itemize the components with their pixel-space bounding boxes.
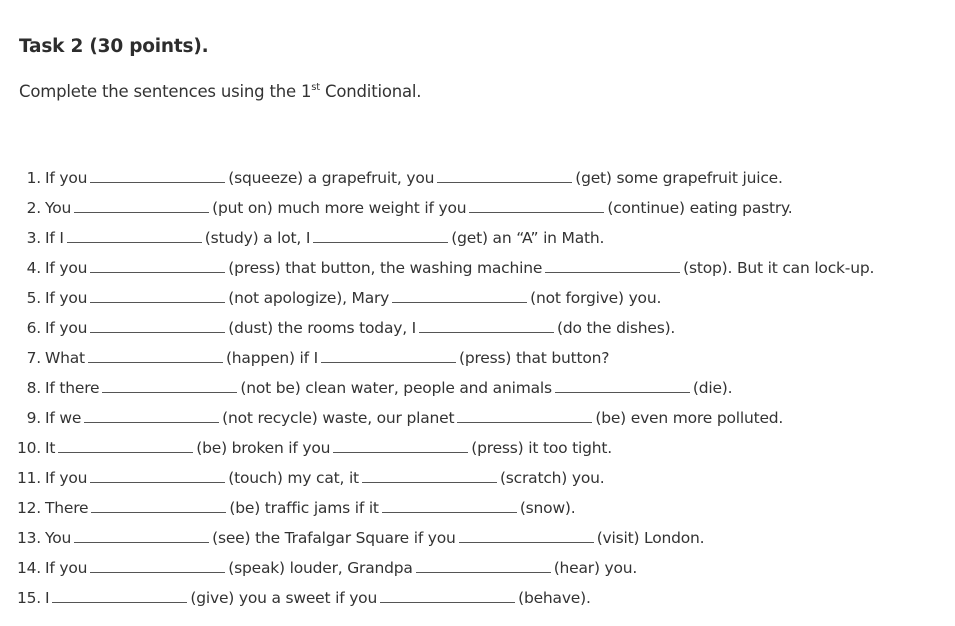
sentence-part: (press) it too tight.	[471, 439, 612, 457]
sentence-part: (visit) London.	[596, 529, 705, 547]
sentence-text	[45, 555, 637, 582]
sentence-part: (die).	[692, 379, 733, 397]
sentence-part: (not forgive) you.	[530, 289, 662, 307]
sentence-part: You	[45, 529, 72, 547]
sentence-text	[45, 315, 675, 342]
sentence-number: 14.	[16, 559, 41, 577]
answer-blank[interactable]	[382, 495, 517, 513]
answer-blank[interactable]	[313, 225, 448, 243]
sentence-part: (do the dishes).	[557, 319, 676, 337]
sentence-part: (happen) if I	[225, 349, 318, 367]
sentence-part: If we	[45, 409, 82, 427]
answer-blank[interactable]	[74, 195, 209, 213]
sentence-part: (touch) my cat, it	[228, 469, 359, 487]
instruction-superscript: st	[311, 81, 321, 93]
sentence-part: (continue) eating pastry.	[607, 199, 793, 217]
answer-blank[interactable]	[380, 585, 515, 603]
answer-blank[interactable]	[457, 405, 592, 423]
answer-blank[interactable]	[52, 585, 187, 603]
answer-blank[interactable]	[102, 375, 237, 393]
answer-blank[interactable]	[67, 225, 202, 243]
answer-blank[interactable]	[90, 285, 225, 303]
sentence-part: (snow).	[519, 499, 576, 517]
sentence-part: If you	[45, 169, 88, 187]
sentence-number: 4.	[26, 259, 41, 277]
sentence-part: (not recycle) waste, our planet	[222, 409, 455, 427]
sentence-part: (squeeze) a grapefruit, you	[228, 169, 435, 187]
answer-blank[interactable]	[545, 255, 680, 273]
answer-blank[interactable]	[90, 165, 225, 183]
answer-blank[interactable]	[392, 285, 527, 303]
sentence-text	[45, 195, 793, 222]
sentence-number: 9.	[26, 409, 41, 427]
answer-blank[interactable]	[88, 345, 223, 363]
answer-blank[interactable]	[362, 465, 497, 483]
sentence-part: I	[45, 589, 50, 607]
sentence-number: 13.	[16, 529, 41, 547]
sentence-text	[45, 585, 591, 612]
sentence-number: 15.	[16, 589, 41, 607]
sentence-text	[45, 375, 732, 402]
sentence-text	[45, 525, 704, 552]
sentence-part: (hear) you.	[553, 559, 638, 577]
answer-blank[interactable]	[469, 195, 604, 213]
answer-blank[interactable]	[437, 165, 572, 183]
sentence-part: (get) an “A” in Math.	[451, 229, 605, 247]
sentence-text	[45, 165, 783, 192]
sentence-part: (dust) the rooms today, I	[228, 319, 417, 337]
sentence-part: If I	[45, 229, 64, 247]
sentence-part: If you	[45, 469, 88, 487]
sentence-part: If there	[45, 379, 100, 397]
sentence-part: If you	[45, 319, 88, 337]
answer-blank[interactable]	[459, 525, 594, 543]
instruction-text: Complete the sentences using the 1	[19, 82, 312, 101]
sentence-part: (get) some grapefruit juice.	[575, 169, 783, 187]
sentence-part: You	[45, 199, 72, 217]
answer-blank[interactable]	[84, 405, 219, 423]
sentence-part: (not apologize), Mary	[228, 289, 390, 307]
sentence-number: 11.	[16, 469, 41, 487]
sentence-number: 10.	[16, 439, 41, 457]
answer-blank[interactable]	[90, 255, 225, 273]
sentence-part: (behave).	[518, 589, 591, 607]
sentence-part: (speak) louder, Grandpa	[228, 559, 413, 577]
sentence-text	[45, 345, 609, 372]
answer-blank[interactable]	[321, 345, 456, 363]
answer-blank[interactable]	[90, 315, 225, 333]
sentence-text	[45, 405, 783, 432]
sentence-part: If you	[45, 259, 88, 277]
answer-blank[interactable]	[90, 465, 225, 483]
sentence-text	[45, 495, 576, 522]
sentence-text	[45, 255, 874, 282]
sentence-number: 2.	[26, 199, 41, 217]
sentence-part: (study) a lot, I	[204, 229, 311, 247]
sentence-part: (give) you a sweet if you	[190, 589, 378, 607]
sentence-part: There	[45, 499, 89, 517]
answer-blank[interactable]	[58, 435, 193, 453]
sentence-part: (stop). But it can lock-up.	[683, 259, 875, 277]
sentence-number: 1.	[26, 169, 41, 187]
sentence-part: (not be) clean water, people and animals	[240, 379, 552, 397]
sentence-part: (press) that button, the washing machine	[228, 259, 543, 277]
answer-blank[interactable]	[91, 495, 226, 513]
sentence-part: (be) broken if you	[196, 439, 331, 457]
answer-blank[interactable]	[333, 435, 468, 453]
sentence-text	[45, 285, 661, 312]
sentence-number: 5.	[26, 289, 41, 307]
sentence-number: 6.	[26, 319, 41, 337]
answer-blank[interactable]	[74, 525, 209, 543]
answer-blank[interactable]	[555, 375, 690, 393]
answer-blank[interactable]	[416, 555, 551, 573]
sentence-part: (be) even more polluted.	[595, 409, 784, 427]
sentence-text	[45, 465, 604, 492]
sentence-number: 7.	[26, 349, 41, 367]
sentence-part: If you	[45, 559, 88, 577]
sentence-part: (press) that button?	[458, 349, 610, 367]
answer-blank[interactable]	[419, 315, 554, 333]
sentence-part: (put on) much more weight if you	[212, 199, 467, 217]
sentence-number: 12.	[16, 499, 41, 517]
sentence-text	[45, 435, 612, 462]
instruction-text-end: Conditional.	[320, 82, 422, 101]
sentence-part: (scratch) you.	[499, 469, 605, 487]
answer-blank[interactable]	[90, 555, 225, 573]
sentence-part: It	[45, 439, 56, 457]
sentence-part: (be) traffic jams if it	[229, 499, 379, 517]
sentence-part: What	[45, 349, 85, 367]
sentence-text	[45, 225, 604, 252]
sentence-part: (see) the Trafalgar Square if you	[212, 529, 456, 547]
sentence-part: If you	[45, 289, 88, 307]
task-instruction	[19, 82, 421, 101]
task-title: Task 2 (30 points).	[19, 36, 209, 57]
sentence-number: 3.	[26, 229, 41, 247]
sentence-number: 8.	[26, 379, 41, 397]
